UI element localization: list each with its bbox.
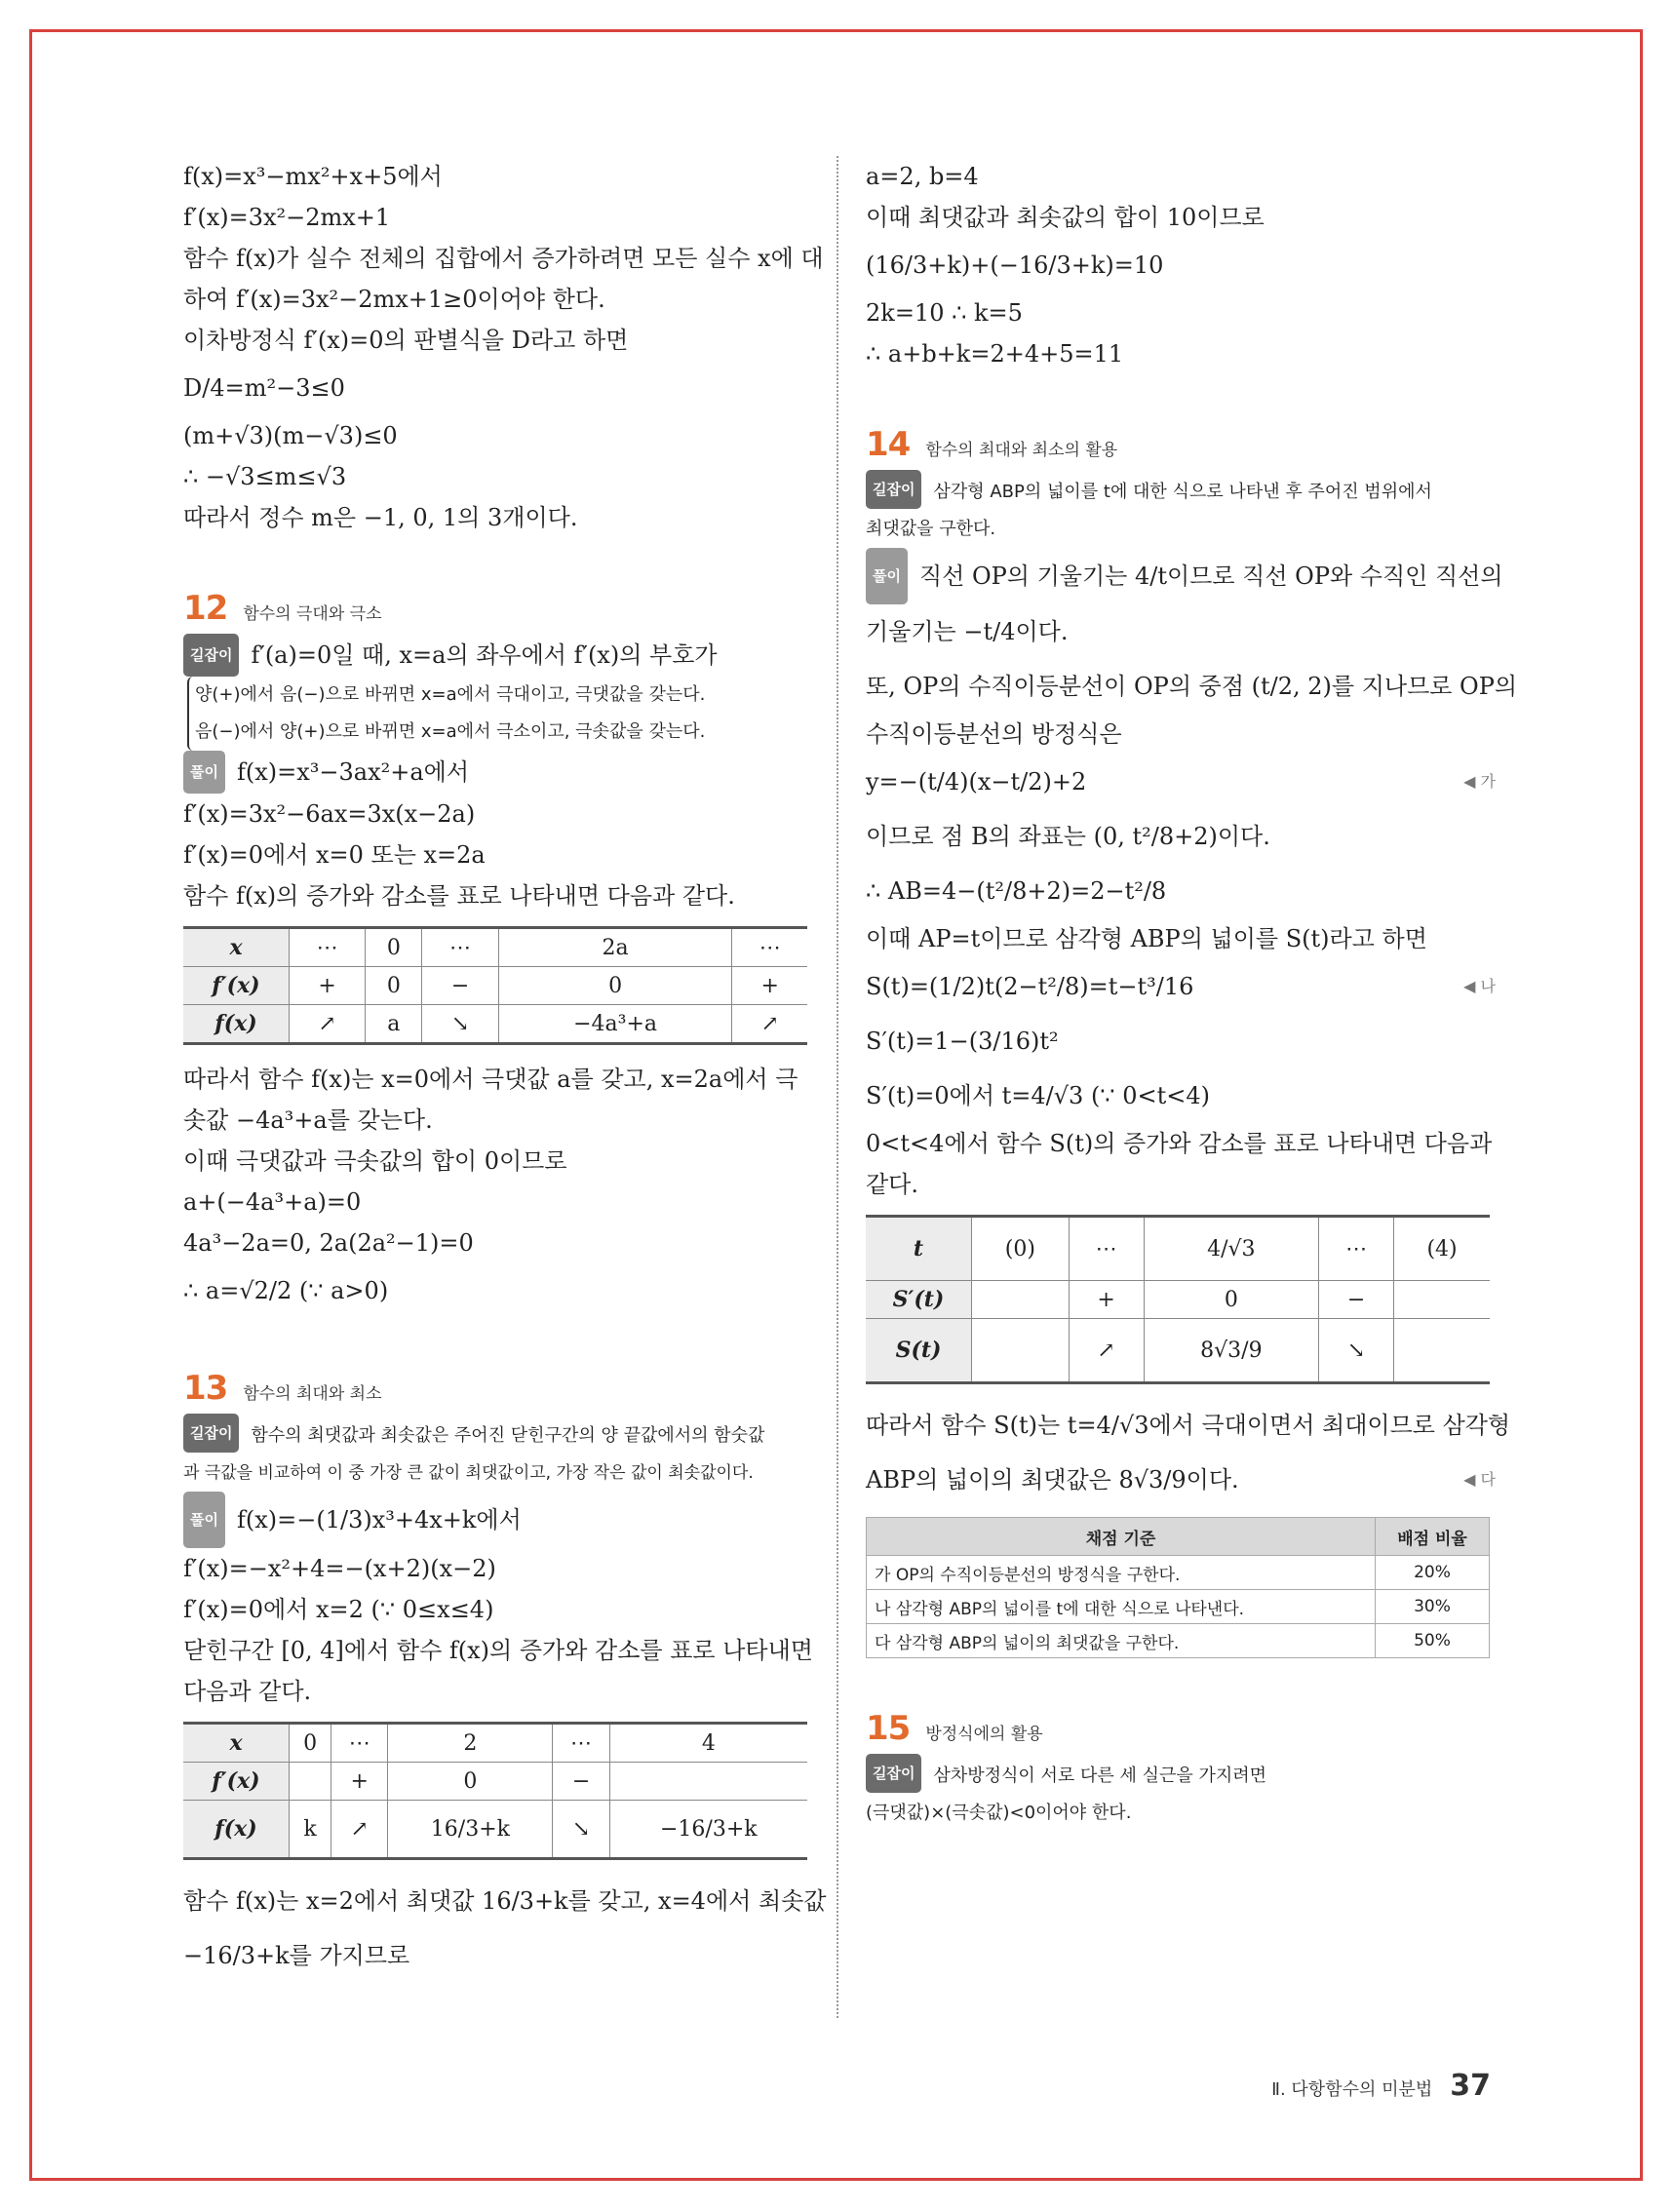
variation-table-13 xyxy=(183,1722,807,1860)
solution-text: f′(x)=−x²+4=−(x+2)(x−2) xyxy=(183,1555,496,1582)
table-cell: ↘ xyxy=(553,1801,609,1859)
score-criteria: 나 삼각형 ABP의 넓이를 t에 대한 식으로 나타낸다. xyxy=(867,1590,1376,1624)
text-line: 함수 f(x)는 x=2에서 최댓값 16/3+k를 갖고, x=4에서 최솟값 xyxy=(183,1887,827,1915)
solution-text: f′(x)=0에서 x=2 (∵ 0≤x≤4) xyxy=(183,1596,494,1623)
solution-text: f′(x)=3x²−6ax=3x(x−2a) xyxy=(183,800,476,828)
text-line: 하여 f′(x)=3x²−2mx+1≥0이어야 한다. xyxy=(183,286,605,313)
text-line: f′(x)=3x²−2mx+1 xyxy=(183,204,391,231)
text-line: 2k=10 ∴ k=5 xyxy=(866,299,1023,327)
table-cell: f′(x) xyxy=(183,1763,290,1801)
solution-text: S′(t)=0에서 t=4/√3 (∵ 0<t<4) xyxy=(866,1082,1210,1109)
text-line: 따라서 함수 f(x)는 x=0에서 극댓값 a를 갖고, x=2a에서 극 xyxy=(183,1066,798,1093)
table-cell xyxy=(972,1319,1070,1383)
table-cell: a xyxy=(366,1005,422,1044)
table-cell: ⋯ xyxy=(1069,1217,1144,1281)
text-line: 따라서 정수 m은 −1, 0, 1의 3개이다. xyxy=(183,504,578,531)
solution-text: y=−(t/4)(x−t/2)+2 xyxy=(866,768,1087,796)
solution-text: 함수 f(x)의 증가와 감소를 표로 나타내면 다음과 같다. xyxy=(183,882,735,910)
table-cell: 0 xyxy=(498,967,732,1005)
hint-text: 삼차방정식이 서로 다른 세 실근을 가지려면 xyxy=(933,1766,1267,1786)
table-cell: 0 xyxy=(388,1763,553,1801)
hint-text: f′(a)=0일 때, x=a의 좌우에서 f′(x)의 부호가 xyxy=(251,641,718,669)
section-number: 14 xyxy=(866,425,911,464)
section-13-continued xyxy=(866,156,1490,374)
table-cell: f(x) xyxy=(183,1801,290,1859)
table-cell xyxy=(1394,1281,1490,1319)
table-cell: ↗ xyxy=(732,1005,807,1044)
score-header-criteria: 채점 기준 xyxy=(867,1518,1376,1556)
hint-text: 과 극값을 비교하여 이 중 가장 큰 값이 최댓값이고, 가장 작은 값이 최솟값이다. xyxy=(183,1463,754,1483)
section-number: 12 xyxy=(183,589,228,628)
table-cell: − xyxy=(1319,1281,1394,1319)
solution-text: S′(t)=1−(3/16)t² xyxy=(866,1028,1059,1055)
table-cell: 2 xyxy=(388,1724,553,1763)
hint-badge: 길잡이 xyxy=(183,634,239,677)
right-column xyxy=(866,156,1518,1832)
solution-text: 같다. xyxy=(866,1171,918,1198)
solution-text: ∴ AB=4−(t²/8+2)=2−t²/8 xyxy=(866,877,1167,905)
text-line: ∴ a+b+k=2+4+5=11 xyxy=(866,340,1124,368)
text-line: f(x)=x³−mx²+x+5에서 xyxy=(183,163,443,190)
table-cell: − xyxy=(422,967,498,1005)
hint-badge: 길잡이 xyxy=(866,1754,921,1793)
solution-text: 수직이등분선의 방정식은 xyxy=(866,720,1122,748)
column-divider xyxy=(837,156,838,2018)
text-line: 따라서 함수 S(t)는 t=4/√3에서 극대이면서 최대이므로 삼각형 xyxy=(866,1412,1511,1439)
table-cell: ⋯ xyxy=(331,1724,388,1763)
text-line: 이때 최댓값과 최솟값의 합이 10이므로 xyxy=(866,204,1265,231)
text-line: 이차방정식 f′(x)=0의 판별식을 D라고 하면 xyxy=(183,327,629,354)
table-row xyxy=(867,1590,1490,1624)
solution-text: f′(x)=0에서 x=0 또는 x=2a xyxy=(183,841,486,869)
hint-text: 양(+)에서 음(−)으로 바뀌면 x=a에서 극대이고, 극댓값을 갖는다. xyxy=(195,684,706,705)
table-cell: x xyxy=(183,1724,290,1763)
text-line: ∴ a=√2/2 (∵ a>0) xyxy=(183,1277,389,1304)
solution-text: 기울기는 −t/4이다. xyxy=(866,618,1069,645)
table-cell: 2a xyxy=(498,928,732,967)
table-cell: k xyxy=(290,1801,331,1859)
table-cell xyxy=(1394,1319,1490,1383)
solution-text: 다음과 같다. xyxy=(183,1678,312,1705)
table-cell xyxy=(290,1763,331,1801)
table-cell: ↗ xyxy=(1069,1319,1144,1383)
chapter-label: Ⅱ. 다항함수의 미분법 xyxy=(1271,2079,1433,2100)
section-title: 함수의 최대와 최소의 활용 xyxy=(925,441,1118,460)
score-ratio: 30% xyxy=(1376,1590,1490,1624)
text-line: −16/3+k를 가지므로 xyxy=(183,1942,410,1969)
table-cell: 8√3/9 xyxy=(1144,1319,1319,1383)
scoring-table xyxy=(866,1517,1490,1658)
section-13 xyxy=(183,1369,827,1983)
table-cell: f′(x) xyxy=(183,967,290,1005)
table-cell: f(x) xyxy=(183,1005,290,1044)
text-line: (m+√3)(m−√3)≤0 xyxy=(183,422,398,449)
step-marker-na: ◀ 나 xyxy=(1463,977,1496,995)
hint-brace xyxy=(187,677,807,751)
hint-text: 함수의 최댓값과 최솟값은 주어진 닫힌구간의 양 끝값에서의 함숫값 xyxy=(251,1425,765,1446)
text-line: 이때 극댓값과 극솟값의 합이 0이므로 xyxy=(183,1147,567,1175)
section-15 xyxy=(866,1709,1490,1832)
solution-text: 직선 OP의 기울기는 4/t이므로 직선 OP와 수직인 직선의 xyxy=(918,563,1503,590)
score-ratio: 50% xyxy=(1376,1624,1490,1658)
table-cell: 4/√3 xyxy=(1144,1217,1319,1281)
hint-badge: 길잡이 xyxy=(866,470,921,509)
section-14 xyxy=(866,425,1518,1658)
text-line: ABP의 넓이의 최댓값은 8√3/9이다. xyxy=(866,1466,1239,1494)
table-cell: ⋯ xyxy=(732,928,807,967)
table-cell xyxy=(972,1281,1070,1319)
section-title: 함수의 최대와 최소 xyxy=(243,1384,382,1404)
table-cell: ↗ xyxy=(331,1801,388,1859)
section-number: 13 xyxy=(183,1369,228,1408)
page-footer xyxy=(1271,2069,1491,2103)
solution-text: 또, OP의 수직이등분선이 OP의 중점 (t/2, 2)를 지나므로 OP의 xyxy=(866,673,1518,700)
table-cell: −16/3+k xyxy=(609,1801,807,1859)
solution-text: 닫힌구간 [0, 4]에서 함수 f(x)의 증가와 감소를 표로 나타내면 xyxy=(183,1637,813,1664)
step-marker-ga: ◀ 가 xyxy=(1463,772,1496,791)
table-cell: S′(t) xyxy=(866,1281,972,1319)
table-cell: 0 xyxy=(1144,1281,1319,1319)
text-line: a+(−4a³+a)=0 xyxy=(183,1188,362,1216)
table-cell: 0 xyxy=(366,928,422,967)
text-line: ∴ −√3≤m≤√3 xyxy=(183,463,347,490)
table-cell: ↘ xyxy=(1319,1319,1394,1383)
table-cell: + xyxy=(331,1763,388,1801)
table-cell: ⋯ xyxy=(553,1724,609,1763)
solution-text: 이때 AP=t이므로 삼각형 ABP의 넓이를 S(t)라고 하면 xyxy=(866,925,1427,952)
text-line: (16/3+k)+(−16/3+k)=10 xyxy=(866,252,1164,279)
table-cell: t xyxy=(866,1217,972,1281)
table-cell: (0) xyxy=(972,1217,1070,1281)
section-title: 함수의 극대와 극소 xyxy=(243,604,382,624)
table-cell: ⋯ xyxy=(290,928,366,967)
text-line: 함수 f(x)가 실수 전체의 집합에서 증가하려면 모든 실수 x에 대 xyxy=(183,245,824,272)
solution-text: f(x)=−(1/3)x³+4x+k에서 xyxy=(236,1506,522,1533)
table-cell: ⋯ xyxy=(1319,1217,1394,1281)
text-line: D/4=m²−3≤0 xyxy=(183,374,345,402)
score-criteria: 가 OP의 수직이등분선의 방정식을 구한다. xyxy=(867,1556,1376,1590)
variation-table-14 xyxy=(866,1215,1490,1384)
table-cell: 0 xyxy=(366,967,422,1005)
table-cell: 4 xyxy=(609,1724,807,1763)
solution-badge: 풀이 xyxy=(183,1492,225,1548)
section-12 xyxy=(183,589,807,1318)
table-row xyxy=(867,1556,1490,1590)
table-cell: ↗ xyxy=(290,1005,366,1044)
table-cell: ↘ xyxy=(422,1005,498,1044)
table-cell: S(t) xyxy=(866,1319,972,1383)
table-cell xyxy=(609,1763,807,1801)
hint-text: 삼각형 ABP의 넓이를 t에 대한 식으로 나타낸 후 주어진 범위에서 xyxy=(933,482,1432,502)
solution-text: 이므로 점 B의 좌표는 (0, t²/8+2)이다. xyxy=(866,823,1270,850)
score-ratio: 20% xyxy=(1376,1556,1490,1590)
table-cell: + xyxy=(290,967,366,1005)
step-marker-da: ◀ 다 xyxy=(1463,1470,1496,1489)
text-line: 솟값 −4a³+a를 갖는다. xyxy=(183,1106,433,1134)
table-cell: + xyxy=(1069,1281,1144,1319)
page-number: 37 xyxy=(1450,2069,1491,2103)
table-cell: 16/3+k xyxy=(388,1801,553,1859)
solution-badge: 풀이 xyxy=(183,751,225,794)
text-line: 4a³−2a=0, 2a(2a²−1)=0 xyxy=(183,1229,474,1257)
table-cell: ⋯ xyxy=(422,928,498,967)
table-cell: − xyxy=(553,1763,609,1801)
solution-text: S(t)=(1/2)t(2−t²/8)=t−t³/16 xyxy=(866,973,1194,1000)
section-title: 방정식에의 활용 xyxy=(925,1725,1043,1744)
table-cell: x xyxy=(183,928,290,967)
solution-text: 0<t<4에서 함수 S(t)의 증가와 감소를 표로 나타내면 다음과 xyxy=(866,1130,1493,1157)
table-cell: (4) xyxy=(1394,1217,1490,1281)
hint-text: 음(−)에서 양(+)으로 바뀌면 x=a에서 극소이고, 극솟값을 갖는다. xyxy=(195,721,706,742)
solution-badge: 풀이 xyxy=(866,548,908,604)
score-criteria: 다 삼각형 ABP의 넓이의 최댓값을 구한다. xyxy=(867,1624,1376,1658)
hint-badge: 길잡이 xyxy=(183,1414,239,1453)
table-cell: −4a³+a xyxy=(498,1005,732,1044)
score-header-ratio: 배점 비율 xyxy=(1376,1518,1490,1556)
hint-text: (극댓값)×(극솟값)<0이어야 한다. xyxy=(866,1803,1132,1823)
table-cell: + xyxy=(732,967,807,1005)
solution-text: f(x)=x³−3ax²+a에서 xyxy=(236,758,470,786)
variation-table-12 xyxy=(183,926,807,1045)
table-cell: 0 xyxy=(290,1724,331,1763)
section-number: 15 xyxy=(866,1709,911,1748)
left-column xyxy=(183,156,827,1983)
text-line: a=2, b=4 xyxy=(866,163,979,190)
table-row xyxy=(867,1624,1490,1658)
hint-text: 최댓값을 구한다. xyxy=(866,519,996,539)
intro-solution xyxy=(183,156,824,538)
